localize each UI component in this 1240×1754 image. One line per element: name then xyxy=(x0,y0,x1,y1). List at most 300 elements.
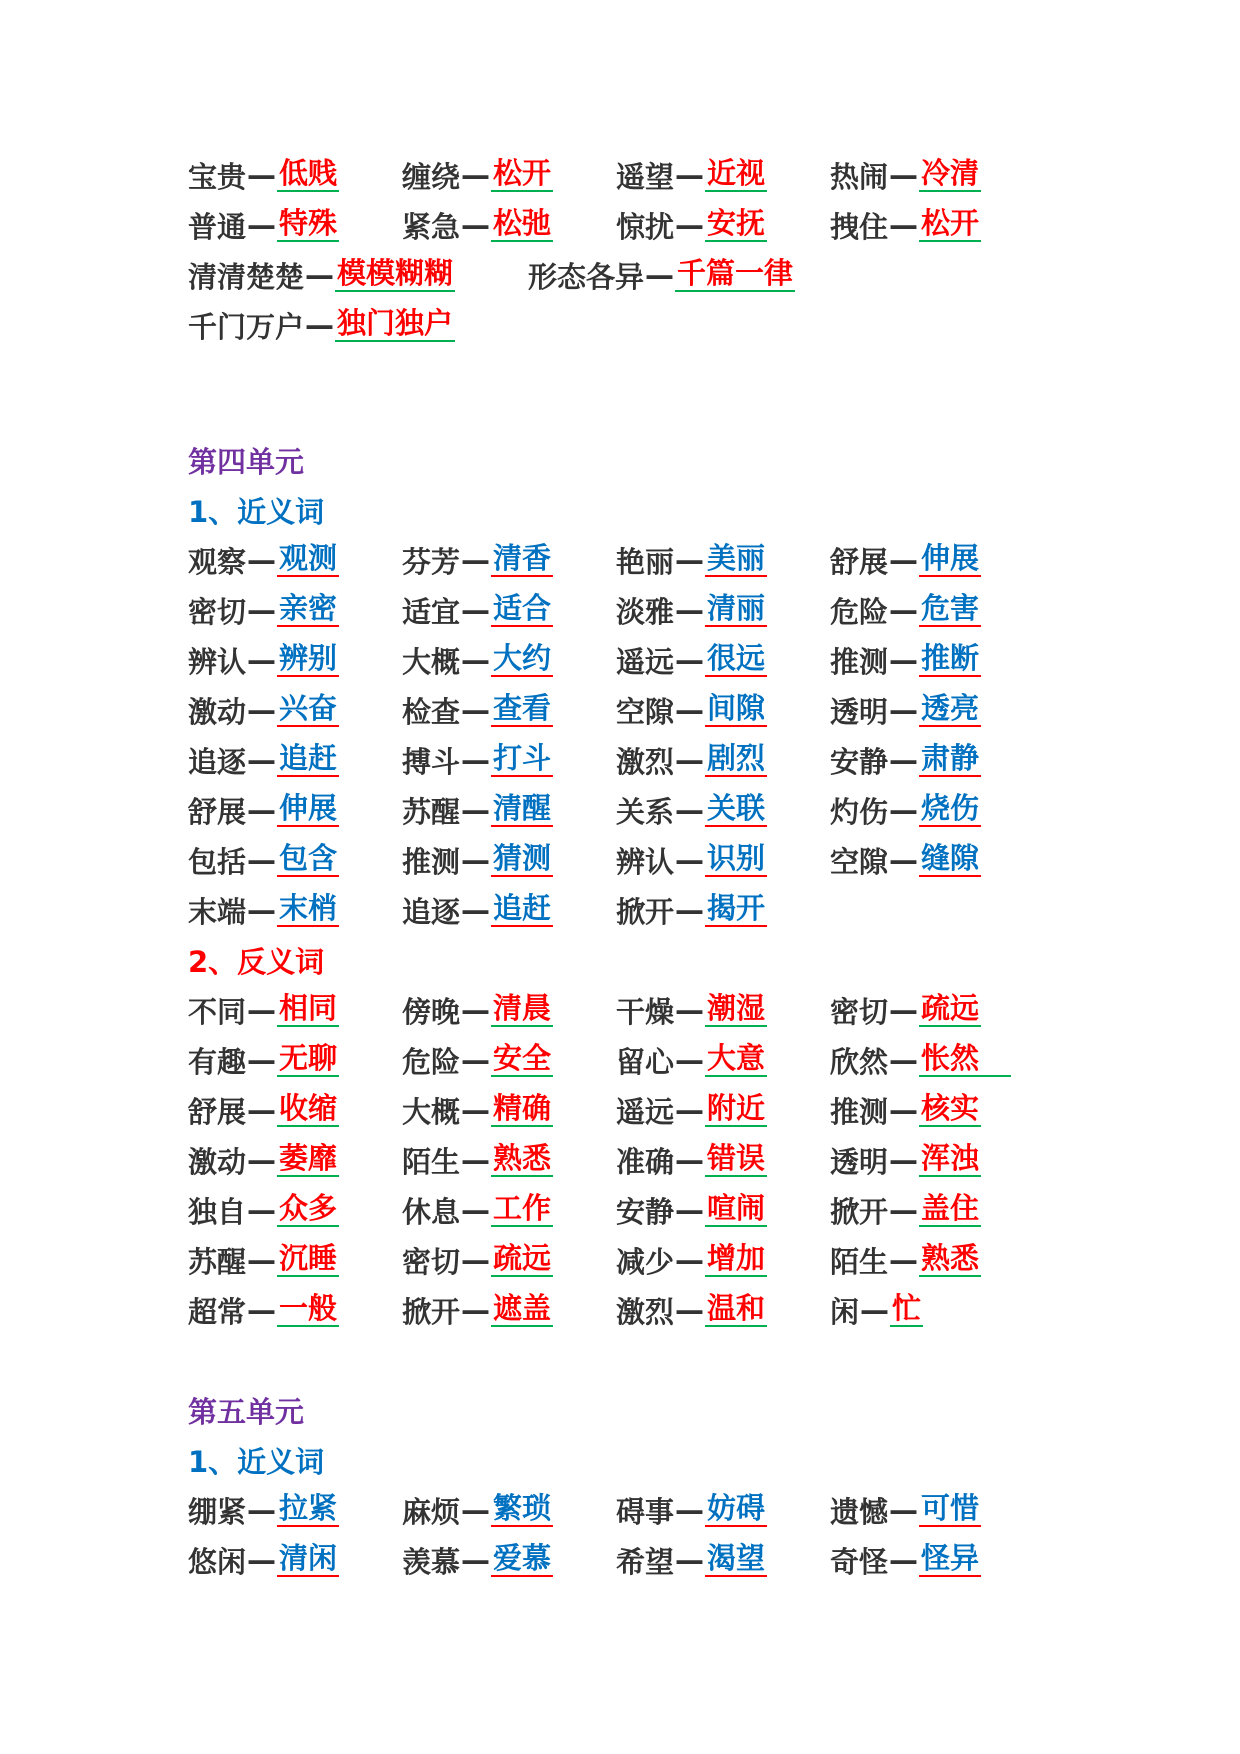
word-row xyxy=(188,1235,1088,1285)
word-pair xyxy=(616,155,830,196)
word-pair xyxy=(616,1290,830,1331)
word-pair xyxy=(188,590,402,631)
answer: 猜测 xyxy=(493,841,552,876)
word-row xyxy=(188,835,1088,885)
dash: — xyxy=(247,1093,277,1127)
answer: 追赶 xyxy=(493,891,552,926)
word-pair xyxy=(616,1140,830,1181)
dash: — xyxy=(889,643,919,677)
word: 大概 xyxy=(402,1094,461,1129)
dash: — xyxy=(675,1243,705,1277)
answer: 熟悉 xyxy=(921,1241,980,1276)
word-pair xyxy=(402,990,616,1031)
word-pair xyxy=(830,790,1044,831)
word: 辨认 xyxy=(616,844,675,879)
word-pair xyxy=(188,255,528,296)
word-pair xyxy=(830,990,1044,1031)
answer: 熟悉 xyxy=(493,1141,552,1176)
word: 拽住 xyxy=(830,209,889,244)
word-pair xyxy=(830,740,1044,781)
word-pair xyxy=(616,1190,830,1231)
word: 检查 xyxy=(402,694,461,729)
word-pair xyxy=(188,990,402,1031)
word-pair xyxy=(830,155,1044,196)
answer: 美丽 xyxy=(707,541,766,576)
answer: 打斗 xyxy=(493,741,552,776)
word: 遥远 xyxy=(616,644,675,679)
dash: — xyxy=(461,1193,491,1227)
word-pair xyxy=(188,1290,402,1331)
answer: 繁琐 xyxy=(493,1491,552,1526)
word: 普通 xyxy=(188,209,247,244)
word-pair xyxy=(188,740,402,781)
word: 苏醒 xyxy=(188,1244,247,1279)
word-pair xyxy=(402,1140,616,1181)
dash: — xyxy=(675,1543,705,1577)
dash: — xyxy=(247,793,277,827)
dash: — xyxy=(889,1193,919,1227)
answer: 大约 xyxy=(493,641,552,676)
dash: — xyxy=(889,743,919,777)
answer: 冷清 xyxy=(921,156,980,191)
dash: — xyxy=(247,743,277,777)
answer: 兴奋 xyxy=(279,691,338,726)
answer: 大意 xyxy=(707,1041,766,1076)
answer: 疏远 xyxy=(921,991,980,1026)
answer: 爱慕 xyxy=(493,1541,552,1576)
answer: 疏远 xyxy=(493,1241,552,1276)
word-row xyxy=(188,535,1088,585)
answer: 浑浊 xyxy=(921,1141,980,1176)
answer: 松弛 xyxy=(493,206,552,241)
answer: 亲密 xyxy=(279,591,338,626)
answer: 怅然 xyxy=(919,1043,1011,1077)
word-pair xyxy=(830,840,1044,881)
word: 不同 xyxy=(188,994,247,1029)
word-pair xyxy=(402,1490,616,1531)
unit4-synonym-list xyxy=(188,535,1088,935)
word-row xyxy=(188,1185,1088,1235)
word-pair xyxy=(402,640,616,681)
word: 苏醒 xyxy=(402,794,461,829)
word: 掀开 xyxy=(616,894,675,929)
answer: 很远 xyxy=(707,641,766,676)
dash: — xyxy=(889,693,919,727)
answer: 错误 xyxy=(707,1141,766,1176)
unit4-title: 第四单元 xyxy=(188,444,305,479)
word: 紧急 xyxy=(402,209,461,244)
dash: — xyxy=(247,893,277,927)
unit5-synonym-list xyxy=(188,1485,1088,1585)
dash: — xyxy=(889,1243,919,1277)
word: 羡慕 xyxy=(402,1544,461,1579)
word-pair xyxy=(402,590,616,631)
answer: 拉紧 xyxy=(279,1491,338,1526)
word-pair xyxy=(830,1190,1044,1231)
answer: 一般 xyxy=(279,1291,338,1326)
word-pair xyxy=(402,1090,616,1131)
answer: 透亮 xyxy=(921,691,980,726)
word-pair xyxy=(188,305,528,346)
word-pair xyxy=(830,205,1044,246)
dash: — xyxy=(889,593,919,627)
dash: — xyxy=(247,643,277,677)
answer: 收缩 xyxy=(279,1091,338,1126)
word-pair xyxy=(616,1540,830,1581)
word-pair xyxy=(188,1240,402,1281)
word-pair xyxy=(402,790,616,831)
word: 观察 xyxy=(188,544,247,579)
dash: — xyxy=(675,1193,705,1227)
word-pair xyxy=(402,1290,616,1331)
dash: — xyxy=(889,793,919,827)
word: 艳丽 xyxy=(616,544,675,579)
word-pair xyxy=(188,1090,402,1131)
answer: 千篇一律 xyxy=(677,256,794,291)
word: 透明 xyxy=(830,694,889,729)
word-pair xyxy=(188,690,402,731)
dash: — xyxy=(247,543,277,577)
word: 欣然 xyxy=(830,1044,889,1079)
word: 掀开 xyxy=(830,1194,889,1229)
dash: — xyxy=(675,1493,705,1527)
word-pair xyxy=(616,1240,830,1281)
word-pair xyxy=(616,1040,830,1081)
word-pair xyxy=(830,1490,1044,1531)
word: 陌生 xyxy=(830,1244,889,1279)
dash: — xyxy=(461,1043,491,1077)
word: 舒展 xyxy=(830,544,889,579)
unit4-antonyms-title: 2、反义词 xyxy=(188,944,325,979)
word: 安静 xyxy=(616,1194,675,1229)
word: 绷紧 xyxy=(188,1494,247,1529)
word: 傍晚 xyxy=(402,994,461,1029)
answer: 渴望 xyxy=(707,1541,766,1576)
word: 闲 xyxy=(830,1294,860,1329)
dash: — xyxy=(461,693,491,727)
answer: 缝隙 xyxy=(921,841,980,876)
word-pair xyxy=(830,1240,1044,1281)
word: 关系 xyxy=(616,794,675,829)
dash: — xyxy=(461,158,491,192)
word-row xyxy=(188,1035,1088,1085)
word-pair xyxy=(402,1190,616,1231)
word: 适宜 xyxy=(402,594,461,629)
dash: — xyxy=(889,1543,919,1577)
answer: 精确 xyxy=(493,1091,552,1126)
word-pair xyxy=(830,1290,1044,1331)
spacer xyxy=(188,350,1088,435)
word-pair xyxy=(188,1140,402,1181)
word: 宝贵 xyxy=(188,159,247,194)
word: 遗憾 xyxy=(830,1494,889,1529)
word: 热闹 xyxy=(830,159,889,194)
word-row xyxy=(188,585,1088,635)
word: 激动 xyxy=(188,1144,247,1179)
word: 末端 xyxy=(188,894,247,929)
answer: 沉睡 xyxy=(279,1241,338,1276)
word: 危险 xyxy=(402,1044,461,1079)
dash: — xyxy=(889,1493,919,1527)
word: 危险 xyxy=(830,594,889,629)
word: 奇怪 xyxy=(830,1544,889,1579)
word: 休息 xyxy=(402,1194,461,1229)
dash: — xyxy=(675,643,705,677)
word: 千门万户 xyxy=(188,309,305,344)
answer: 核实 xyxy=(921,1091,980,1126)
word-pair xyxy=(616,205,830,246)
dash: — xyxy=(247,1043,277,1077)
dash: — xyxy=(675,1143,705,1177)
answer: 追赶 xyxy=(279,741,338,776)
word: 麻烦 xyxy=(402,1494,461,1529)
word-row xyxy=(188,150,1088,200)
word: 推测 xyxy=(830,1094,889,1129)
word-row xyxy=(188,1285,1088,1335)
word: 清清楚楚 xyxy=(188,259,305,294)
word-pair xyxy=(402,155,616,196)
word: 有趣 xyxy=(188,1044,247,1079)
word-row xyxy=(188,1535,1088,1585)
answer: 观测 xyxy=(279,541,338,576)
word-row xyxy=(188,885,1088,935)
word: 悠闲 xyxy=(188,1544,247,1579)
dash: — xyxy=(247,208,277,242)
answer: 安全 xyxy=(493,1041,552,1076)
answer: 遮盖 xyxy=(493,1291,552,1326)
dash: — xyxy=(675,1093,705,1127)
answer: 辨别 xyxy=(279,641,338,676)
word: 独自 xyxy=(188,1194,247,1229)
word-pair xyxy=(616,740,830,781)
dash: — xyxy=(675,693,705,727)
word: 舒展 xyxy=(188,1094,247,1129)
answer: 清闲 xyxy=(279,1541,338,1576)
dash: — xyxy=(675,993,705,1027)
word: 留心 xyxy=(616,1044,675,1079)
answer: 清晨 xyxy=(493,991,552,1026)
word: 缠绕 xyxy=(402,159,461,194)
word: 安静 xyxy=(830,744,889,779)
word-pair xyxy=(616,790,830,831)
word: 遥远 xyxy=(616,1094,675,1129)
word-row xyxy=(188,635,1088,685)
dash: — xyxy=(889,158,919,192)
word-pair xyxy=(188,840,402,881)
word-pair xyxy=(402,205,616,246)
word-pair xyxy=(830,640,1044,681)
answer: 可惜 xyxy=(921,1491,980,1526)
unit5-title: 第五单元 xyxy=(188,1394,305,1429)
dash: — xyxy=(461,1143,491,1177)
dash: — xyxy=(889,1143,919,1177)
word: 激烈 xyxy=(616,744,675,779)
answer: 盖住 xyxy=(921,1191,980,1226)
word-row xyxy=(188,300,1088,350)
dash: — xyxy=(247,693,277,727)
word-row xyxy=(188,735,1088,785)
antonym-block-top xyxy=(188,150,1088,350)
answer: 伸展 xyxy=(279,791,338,826)
word-row xyxy=(188,1135,1088,1185)
dash: — xyxy=(889,993,919,1027)
dash: — xyxy=(860,1293,890,1327)
word: 形态各异 xyxy=(528,259,645,294)
word-pair xyxy=(830,1140,1044,1181)
answer: 伸展 xyxy=(921,541,980,576)
dash: — xyxy=(461,743,491,777)
unit5-synonyms-title: 1、近义词 xyxy=(188,1444,325,1479)
answer: 众多 xyxy=(279,1191,338,1226)
word-pair xyxy=(616,890,830,931)
dash: — xyxy=(305,258,335,292)
word-pair xyxy=(830,1090,1044,1131)
word: 搏斗 xyxy=(402,744,461,779)
dash: — xyxy=(461,593,491,627)
answer: 潮湿 xyxy=(707,991,766,1026)
dash: — xyxy=(461,208,491,242)
word-pair xyxy=(830,1540,1044,1581)
word-pair xyxy=(616,640,830,681)
word-pair xyxy=(188,205,402,246)
document-page xyxy=(188,150,1088,1585)
dash: — xyxy=(675,208,705,242)
answer: 间隙 xyxy=(707,691,766,726)
answer: 无聊 xyxy=(279,1041,338,1076)
answer: 相同 xyxy=(279,991,338,1026)
word-pair xyxy=(188,1190,402,1231)
word-row xyxy=(188,1085,1088,1135)
word-row xyxy=(188,685,1088,735)
answer: 妨碍 xyxy=(707,1491,766,1526)
answer: 工作 xyxy=(493,1191,552,1226)
dash: — xyxy=(461,1093,491,1127)
answer: 附近 xyxy=(707,1091,766,1126)
dash: — xyxy=(305,308,335,342)
answer: 关联 xyxy=(707,791,766,826)
answer: 肃静 xyxy=(921,741,980,776)
dash: — xyxy=(675,1293,705,1327)
word-pair xyxy=(616,1490,830,1531)
dash: — xyxy=(247,1243,277,1277)
dash: — xyxy=(675,893,705,927)
answer: 近视 xyxy=(707,156,766,191)
dash: — xyxy=(889,543,919,577)
spacer xyxy=(188,1335,1088,1385)
dash: — xyxy=(675,543,705,577)
word-pair xyxy=(616,590,830,631)
word-row xyxy=(188,785,1088,835)
dash: — xyxy=(247,993,277,1027)
word-pair xyxy=(188,640,402,681)
unit4-synonyms-title: 1、近义词 xyxy=(188,494,325,529)
word-pair xyxy=(188,155,402,196)
answer: 忙 xyxy=(892,1291,922,1326)
word: 包括 xyxy=(188,844,247,879)
answer: 烧伤 xyxy=(921,791,980,826)
answer: 增加 xyxy=(707,1241,766,1276)
dash: — xyxy=(889,1043,919,1077)
word: 密切 xyxy=(402,1244,461,1279)
word-pair xyxy=(402,840,616,881)
answer: 查看 xyxy=(493,691,552,726)
dash: — xyxy=(461,1543,491,1577)
word-pair xyxy=(402,690,616,731)
dash: — xyxy=(461,843,491,877)
word-row xyxy=(188,985,1088,1035)
answer: 清丽 xyxy=(707,591,766,626)
answer: 清香 xyxy=(493,541,552,576)
word: 芬芳 xyxy=(402,544,461,579)
dash: — xyxy=(247,1193,277,1227)
answer: 揭开 xyxy=(707,891,766,926)
word: 减少 xyxy=(616,1244,675,1279)
dash: — xyxy=(247,1293,277,1327)
dash: — xyxy=(247,843,277,877)
dash: — xyxy=(675,793,705,827)
dash: — xyxy=(889,208,919,242)
word: 掀开 xyxy=(402,1294,461,1329)
unit4-antonym-list xyxy=(188,985,1088,1335)
word: 准确 xyxy=(616,1144,675,1179)
word: 大概 xyxy=(402,644,461,679)
word: 干燥 xyxy=(616,994,675,1029)
dash: — xyxy=(675,843,705,877)
word-pair xyxy=(188,1490,402,1531)
answer: 推断 xyxy=(921,641,980,676)
word-pair xyxy=(188,1540,402,1581)
word-pair xyxy=(830,690,1044,731)
dash: — xyxy=(461,1293,491,1327)
answer: 怪异 xyxy=(921,1541,980,1576)
word-pair xyxy=(188,790,402,831)
word-pair xyxy=(616,1090,830,1131)
answer: 适合 xyxy=(493,591,552,626)
dash: — xyxy=(461,1493,491,1527)
word-pair xyxy=(830,1040,1044,1081)
answer: 低贱 xyxy=(279,156,338,191)
word: 空隙 xyxy=(830,844,889,879)
word-pair xyxy=(188,540,402,581)
answer: 模模糊糊 xyxy=(337,256,454,291)
word: 碍事 xyxy=(616,1494,675,1529)
word-pair xyxy=(616,840,830,881)
word: 密切 xyxy=(188,594,247,629)
dash: — xyxy=(675,743,705,777)
word-pair xyxy=(616,990,830,1031)
word-pair xyxy=(402,1040,616,1081)
word: 辨认 xyxy=(188,644,247,679)
word-pair xyxy=(830,540,1044,581)
word: 陌生 xyxy=(402,1144,461,1179)
word-pair xyxy=(830,590,1044,631)
dash: — xyxy=(675,1043,705,1077)
answer: 识别 xyxy=(707,841,766,876)
word-pair xyxy=(402,890,616,931)
word-row xyxy=(188,1485,1088,1535)
dash: — xyxy=(247,1143,277,1177)
word-pair xyxy=(402,740,616,781)
dash: — xyxy=(461,643,491,677)
answer: 萎靡 xyxy=(279,1141,338,1176)
word: 激烈 xyxy=(616,1294,675,1329)
word-pair xyxy=(188,1040,402,1081)
word: 追逐 xyxy=(188,744,247,779)
word: 空隙 xyxy=(616,694,675,729)
word: 推测 xyxy=(402,844,461,879)
word: 淡雅 xyxy=(616,594,675,629)
dash: — xyxy=(461,543,491,577)
